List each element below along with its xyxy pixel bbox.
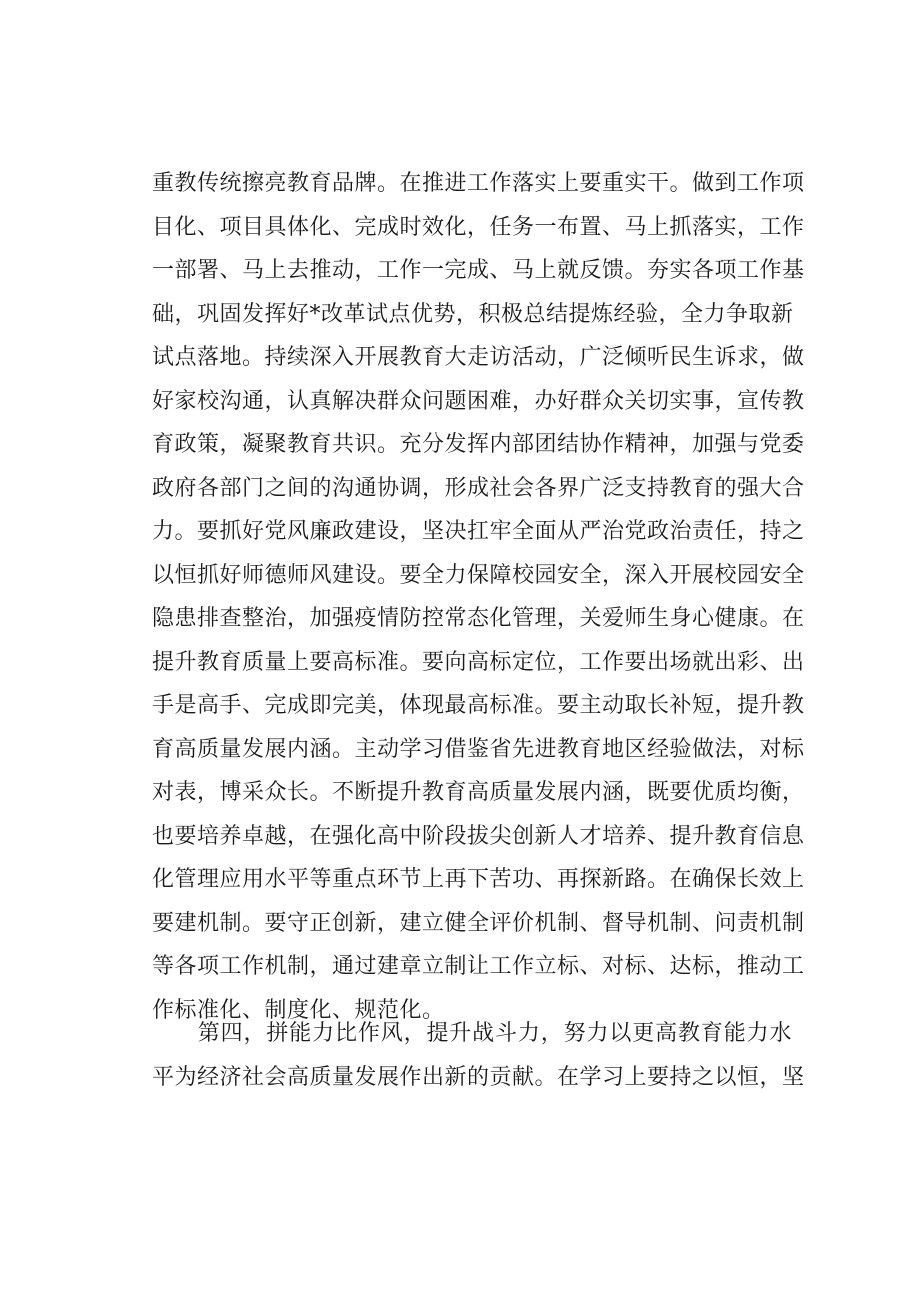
text-line: 也要培养卓越，在强化高中阶段拔尖创新人才培养、提升教育信息 — [152, 823, 805, 849]
text-line: 础，巩固发挥好*改革试点优势，积极总结提炼经验，全力争取新 — [152, 301, 794, 327]
text-line: 以恒抓好师德师风建设。要全力保障校园安全，深入开展校园安全 — [152, 562, 805, 588]
text-line: 平为经济社会高质量发展作出新的贡献。在学习上要持之以恒，坚 — [152, 1064, 805, 1090]
text-line: 第四，拼能力比作风，提升战斗力，努力以更高教育能力水 — [152, 1021, 792, 1046]
text-line: 力。要抓好党风廉政建设，坚决扛牢全面从严治党政治责任，持之 — [152, 519, 805, 544]
text-line: 目化、项目具体化、完成时效化，任务一布置、马上抓落实，工作 — [152, 214, 805, 240]
text-line: 等各项工作机制，通过建章立制让工作立标、对标、达标，推动工 — [152, 954, 805, 979]
text-line: 提升教育质量上要高标准。要向高标定位，工作要出场就出彩、出 — [152, 649, 805, 675]
paragraph-1 — [152, 162, 805, 1032]
text-line: 对表，博采众长。不断提升教育高质量发展内涵，既要优质均衡， — [152, 780, 805, 805]
text-line: 作标准化、制度化、规范化。 — [152, 997, 445, 1023]
text-line: 隐患排查整治，加强疫情防控常态化管理，关爱师生身心健康。在 — [152, 606, 805, 631]
text-line: 育高质量发展内涵。主动学习借鉴省先进教育地区经验做法，对标 — [152, 736, 805, 762]
paragraph-2 — [152, 1012, 805, 1099]
text-line: 政府各部门之间的沟通协调，形成社会各界广泛支持教育的强大合 — [152, 475, 805, 501]
text-line: 试点落地。持续深入开展教育大走访活动，广泛倾听民生诉求，做 — [152, 345, 805, 370]
text-line: 育政策，凝聚教育共识。充分发挥内部团结协作精神，加强与党委 — [152, 432, 805, 457]
text-line: 化管理应用水平等重点环节上再下苦功、再探新路。在确保长效上 — [152, 867, 805, 892]
text-line: 要建机制。要守正创新，建立健全评价机制、督导机制、问责机制 — [152, 910, 805, 936]
text-line: 手是高手、完成即完美，体现最高标准。要主动取长补短，提升教 — [152, 693, 805, 718]
text-line: 重教传统擦亮教育品牌。在推进工作落实上要重实干。做到工作项 — [152, 171, 805, 196]
text-line: 好家校沟通，认真解决群众问题困难，办好群众关切实事，宣传教 — [152, 388, 805, 414]
text-line: 一部署、马上去推动，工作一完成、马上就反馈。夯实各项工作基 — [152, 258, 805, 283]
